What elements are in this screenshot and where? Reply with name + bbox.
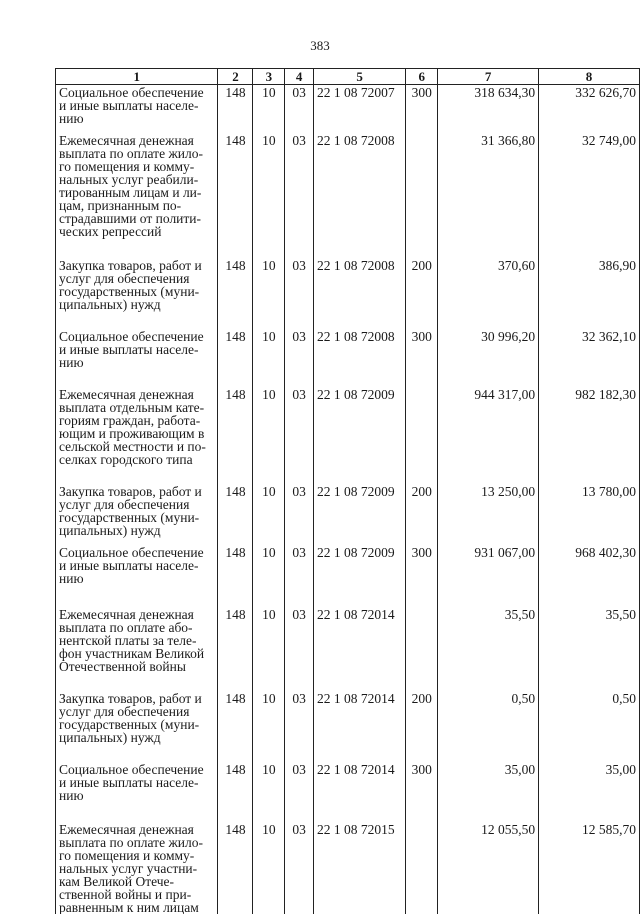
row-name-line: выплата по оплате жило- (59, 836, 215, 849)
expense-type-cell: 200 (406, 258, 438, 329)
row-name-line: государственных (муни- (59, 285, 215, 298)
row-name-line: государственных (муни- (59, 718, 215, 731)
row-name-line: Отечественной войны (59, 660, 215, 673)
row-name-line: Закупка товаров, работ и (59, 485, 215, 498)
amount-year1-cell: 31 366,80 (438, 133, 539, 258)
row-name-line: выплата по оплате або- (59, 621, 215, 634)
amount-year2-cell: 982 182,30 (539, 387, 640, 484)
row-name-line: Ежемесячная денежная (59, 134, 215, 147)
expense-type-cell (406, 822, 438, 914)
division-cell: 03 (285, 762, 314, 822)
row-name-line: ципальных) нужд (59, 524, 215, 537)
row-name-line: и иные выплаты населе- (59, 99, 215, 112)
row-name-line: Социальное обеспечение (59, 330, 215, 343)
table-row (56, 387, 640, 484)
division-cell: 03 (285, 545, 314, 607)
row-name-line: услуг для обеспечения (59, 272, 215, 285)
subsection-cell: 10 (253, 85, 285, 134)
division-cell: 03 (285, 258, 314, 329)
row-name-cell (56, 133, 218, 258)
expense-type-cell (406, 387, 438, 484)
amount-year1-cell: 318 634,30 (438, 85, 539, 134)
subsection-cell: 10 (253, 329, 285, 387)
amount-year1-cell: 35,00 (438, 762, 539, 822)
target-article-cell: 22 1 08 72008 (313, 133, 405, 258)
section-code-cell: 148 (218, 762, 253, 822)
row-name-line: нию (59, 789, 215, 802)
row-name-line: выплата отдельным кате- (59, 401, 215, 414)
expense-type-cell (406, 133, 438, 258)
row-name-line: Социальное обеспечение (59, 86, 215, 99)
section-code-cell: 148 (218, 387, 253, 484)
row-name-line: равненным к ним лицам (59, 901, 215, 914)
subsection-cell: 10 (253, 762, 285, 822)
amount-year2-cell: 32 749,00 (539, 133, 640, 258)
row-name-line: сельской местности и по- (59, 440, 215, 453)
amount-year2-cell: 0,50 (539, 691, 640, 762)
subsection-cell: 10 (253, 545, 285, 607)
amount-year1-cell: 12 055,50 (438, 822, 539, 914)
row-name-line: Ежемесячная денежная (59, 823, 215, 836)
subsection-cell: 10 (253, 484, 285, 545)
division-cell: 03 (285, 484, 314, 545)
subsection-cell: 10 (253, 691, 285, 762)
row-name-cell (56, 329, 218, 387)
column-header: 7 (438, 69, 539, 85)
column-header: 4 (285, 69, 314, 85)
amount-year1-cell: 931 067,00 (438, 545, 539, 607)
division-cell: 03 (285, 607, 314, 691)
section-code-cell: 148 (218, 822, 253, 914)
target-article-cell: 22 1 08 72014 (313, 607, 405, 691)
row-name-line: Социальное обеспечение (59, 763, 215, 776)
row-name-line: го помещения и комму- (59, 160, 215, 173)
row-name-line: и иные выплаты населе- (59, 343, 215, 356)
column-header: 5 (313, 69, 405, 85)
amount-year2-cell: 13 780,00 (539, 484, 640, 545)
target-article-cell: 22 1 08 72009 (313, 545, 405, 607)
row-name-cell (56, 545, 218, 607)
division-cell: 03 (285, 691, 314, 762)
row-name-line: ципальных) нужд (59, 298, 215, 311)
division-cell: 03 (285, 387, 314, 484)
amount-year1-cell: 35,50 (438, 607, 539, 691)
subsection-cell: 10 (253, 133, 285, 258)
row-name-line: Закупка товаров, работ и (59, 259, 215, 272)
table-row (56, 484, 640, 545)
subsection-cell: 10 (253, 607, 285, 691)
row-name-line: нию (59, 112, 215, 125)
expense-type-cell: 300 (406, 329, 438, 387)
row-name-line: Закупка товаров, работ и (59, 692, 215, 705)
subsection-cell: 10 (253, 258, 285, 329)
table-row (56, 691, 640, 762)
row-name-cell (56, 85, 218, 134)
row-name-cell (56, 822, 218, 914)
column-header: 8 (539, 69, 640, 85)
expense-type-cell: 200 (406, 484, 438, 545)
row-name-line: ципальных) нужд (59, 731, 215, 744)
row-name-cell (56, 484, 218, 545)
section-code-cell: 148 (218, 133, 253, 258)
amount-year2-cell: 968 402,30 (539, 545, 640, 607)
row-name-line: и иные выплаты населе- (59, 776, 215, 789)
row-name-cell (56, 387, 218, 484)
section-code-cell: 148 (218, 607, 253, 691)
table-row (56, 85, 640, 134)
row-name-line: нальных услуг участни- (59, 862, 215, 875)
row-name-line: страдавшими от полити- (59, 212, 215, 225)
amount-year2-cell: 12 585,70 (539, 822, 640, 914)
section-code-cell: 148 (218, 545, 253, 607)
subsection-cell: 10 (253, 822, 285, 914)
row-name-line: нию (59, 572, 215, 585)
target-article-cell: 22 1 08 72014 (313, 691, 405, 762)
row-name-cell (56, 691, 218, 762)
amount-year1-cell: 370,60 (438, 258, 539, 329)
row-name-line: го помещения и комму- (59, 849, 215, 862)
division-cell: 03 (285, 329, 314, 387)
row-name-line: Ежемесячная денежная (59, 388, 215, 401)
row-name-line: выплата по оплате жило- (59, 147, 215, 160)
column-header: 1 (56, 69, 218, 85)
table-row (56, 258, 640, 329)
target-article-cell: 22 1 08 72009 (313, 484, 405, 545)
row-name-line: Ежемесячная денежная (59, 608, 215, 621)
amount-year2-cell: 332 626,70 (539, 85, 640, 134)
row-name-line: государственных (муни- (59, 511, 215, 524)
table-row (56, 822, 640, 914)
division-cell: 03 (285, 85, 314, 134)
page-number: 383 (0, 38, 640, 54)
table-row (56, 762, 640, 822)
target-article-cell: 22 1 08 72009 (313, 387, 405, 484)
row-name-cell (56, 607, 218, 691)
row-name-line: нию (59, 356, 215, 369)
amount-year1-cell: 13 250,00 (438, 484, 539, 545)
amount-year2-cell: 35,00 (539, 762, 640, 822)
amount-year2-cell: 32 362,10 (539, 329, 640, 387)
target-article-cell: 22 1 08 72015 (313, 822, 405, 914)
target-article-cell: 22 1 08 72008 (313, 329, 405, 387)
expense-type-cell (406, 607, 438, 691)
row-name-line: Социальное обеспечение (59, 546, 215, 559)
row-name-line: гориям граждан, работа- (59, 414, 215, 427)
row-name-cell (56, 762, 218, 822)
row-name-cell (56, 258, 218, 329)
table-row (56, 607, 640, 691)
table-row (56, 545, 640, 607)
subsection-cell: 10 (253, 387, 285, 484)
row-name-line: фон участникам Великой (59, 647, 215, 660)
row-name-line: кам Великой Отече- (59, 875, 215, 888)
division-cell: 03 (285, 822, 314, 914)
row-name-line: и иные выплаты населе- (59, 559, 215, 572)
section-code-cell: 148 (218, 691, 253, 762)
row-name-line: нальных услуг реабили- (59, 173, 215, 186)
amount-year1-cell: 944 317,00 (438, 387, 539, 484)
table-body (56, 85, 640, 914)
target-article-cell: 22 1 08 72007 (313, 85, 405, 134)
table-row (56, 329, 640, 387)
amount-year2-cell: 35,50 (539, 607, 640, 691)
expense-type-cell: 300 (406, 762, 438, 822)
section-code-cell: 148 (218, 484, 253, 545)
section-code-cell: 148 (218, 258, 253, 329)
expense-type-cell: 200 (406, 691, 438, 762)
amount-year1-cell: 0,50 (438, 691, 539, 762)
table-row (56, 133, 640, 258)
row-name-line: нентской платы за теле- (59, 634, 215, 647)
section-code-cell: 148 (218, 329, 253, 387)
division-cell: 03 (285, 133, 314, 258)
expense-type-cell: 300 (406, 85, 438, 134)
target-article-cell: 22 1 08 72014 (313, 762, 405, 822)
column-header: 6 (406, 69, 438, 85)
row-name-line: услуг для обеспечения (59, 498, 215, 511)
expense-type-cell: 300 (406, 545, 438, 607)
column-header: 2 (218, 69, 253, 85)
row-name-line: ющим и проживающим в (59, 427, 215, 440)
budget-table (55, 68, 640, 914)
row-name-line: цам, признанным по- (59, 199, 215, 212)
row-name-line: селках городского типа (59, 453, 215, 466)
amount-year2-cell: 386,90 (539, 258, 640, 329)
row-name-line: ческих репрессий (59, 225, 215, 238)
target-article-cell: 22 1 08 72008 (313, 258, 405, 329)
row-name-line: тированным лицам и ли- (59, 186, 215, 199)
header-row (56, 69, 640, 85)
row-name-line: услуг для обеспечения (59, 705, 215, 718)
column-header: 3 (253, 69, 285, 85)
section-code-cell: 148 (218, 85, 253, 134)
row-name-line: ственной войны и при- (59, 888, 215, 901)
amount-year1-cell: 30 996,20 (438, 329, 539, 387)
